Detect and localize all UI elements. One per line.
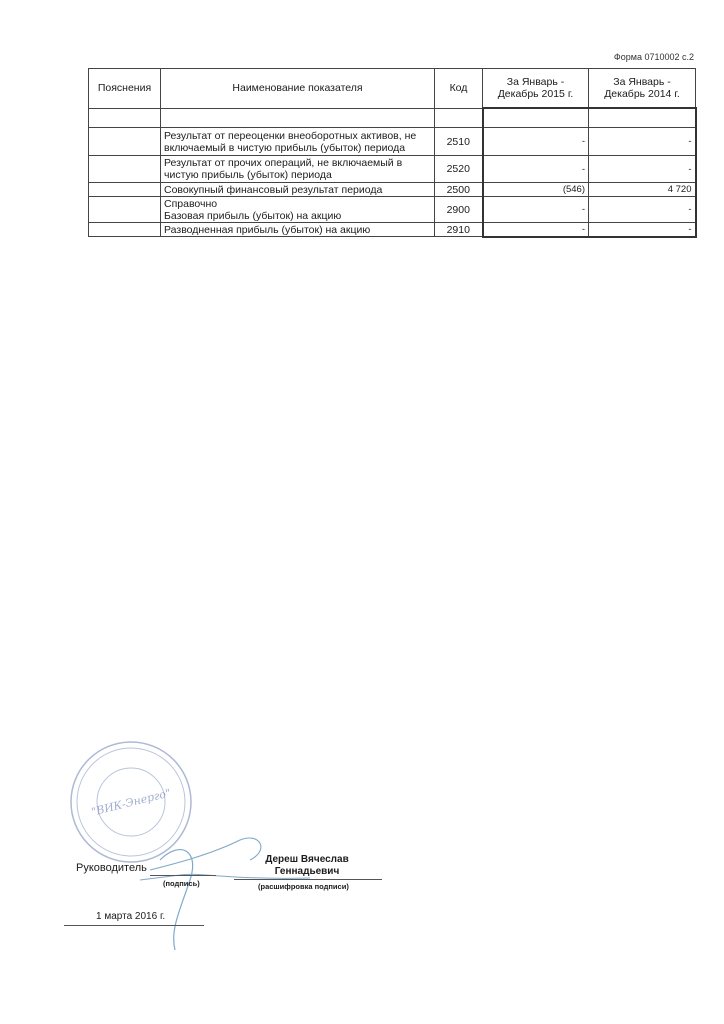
signing-date: 1 марта 2016 г. [96,911,166,922]
row-indicator-name: Разводненная прибыль (убыток) на акцию [161,223,435,237]
header-indicator: Наименование показателя [161,69,435,109]
row-indicator-name [161,197,435,223]
row-value-2014: - [589,223,696,237]
row-code: 2520 [435,156,483,183]
row-indicator-text: Базовая прибыль (убыток) на акцию [164,209,342,222]
signatory-role: Руководитель [76,862,147,874]
signatory-name [236,854,378,878]
financial-results-table [88,68,697,238]
row-code: 2910 [435,223,483,237]
header-code: Код [435,69,483,109]
table-header-row [89,69,696,109]
row-indicator-name: Совокупный финансовый результат периода [161,183,435,197]
table-row [89,156,696,183]
row-value-2015: - [483,223,589,237]
table-row [89,183,696,197]
row-reference-label: Справочно [164,197,218,210]
signature-line [150,875,216,876]
row-value-2015: - [483,197,589,223]
date-line [64,925,204,926]
form-code: Форма 0710002 с.2 [613,52,694,62]
row-code: 2900 [435,197,483,223]
signature-caption: (подпись) [163,879,200,888]
table-row [89,197,696,223]
table-row [89,128,696,156]
row-value-2014: 4 720 [589,183,696,197]
name-line [234,879,382,880]
header-year-2014: За Январь - Декабрь 2014 г. [589,69,696,109]
header-year-2015: За Январь - Декабрь 2015 г. [483,69,589,109]
row-value-2015: (546) [483,183,589,197]
row-value-2014: - [589,128,696,156]
row-value-2015: - [483,156,589,183]
row-value-2014: - [589,156,696,183]
svg-text:"ВИК-Энерго": "ВИК-Энерго" [90,786,173,819]
header-explanations: Пояснения [89,69,161,109]
table-spacer-row [89,108,696,128]
signatory-name-line1: Дереш Вячеслав [265,854,349,865]
table-row [89,223,696,237]
signatory-name-line2: Геннадьевич [274,866,340,877]
row-value-2015: - [483,128,589,156]
row-code: 2510 [435,128,483,156]
row-code: 2500 [435,183,483,197]
row-indicator-name: Результат от переоценки внеоборотных активов, не включаемый в чистую прибыль (убыток) периода [161,128,435,156]
name-caption: (расшифровка подписи) [258,882,349,891]
row-indicator-name: Результат от прочих операций, не включаемый в чистую прибыль (убыток) периода [161,156,435,183]
row-value-2014: - [589,197,696,223]
